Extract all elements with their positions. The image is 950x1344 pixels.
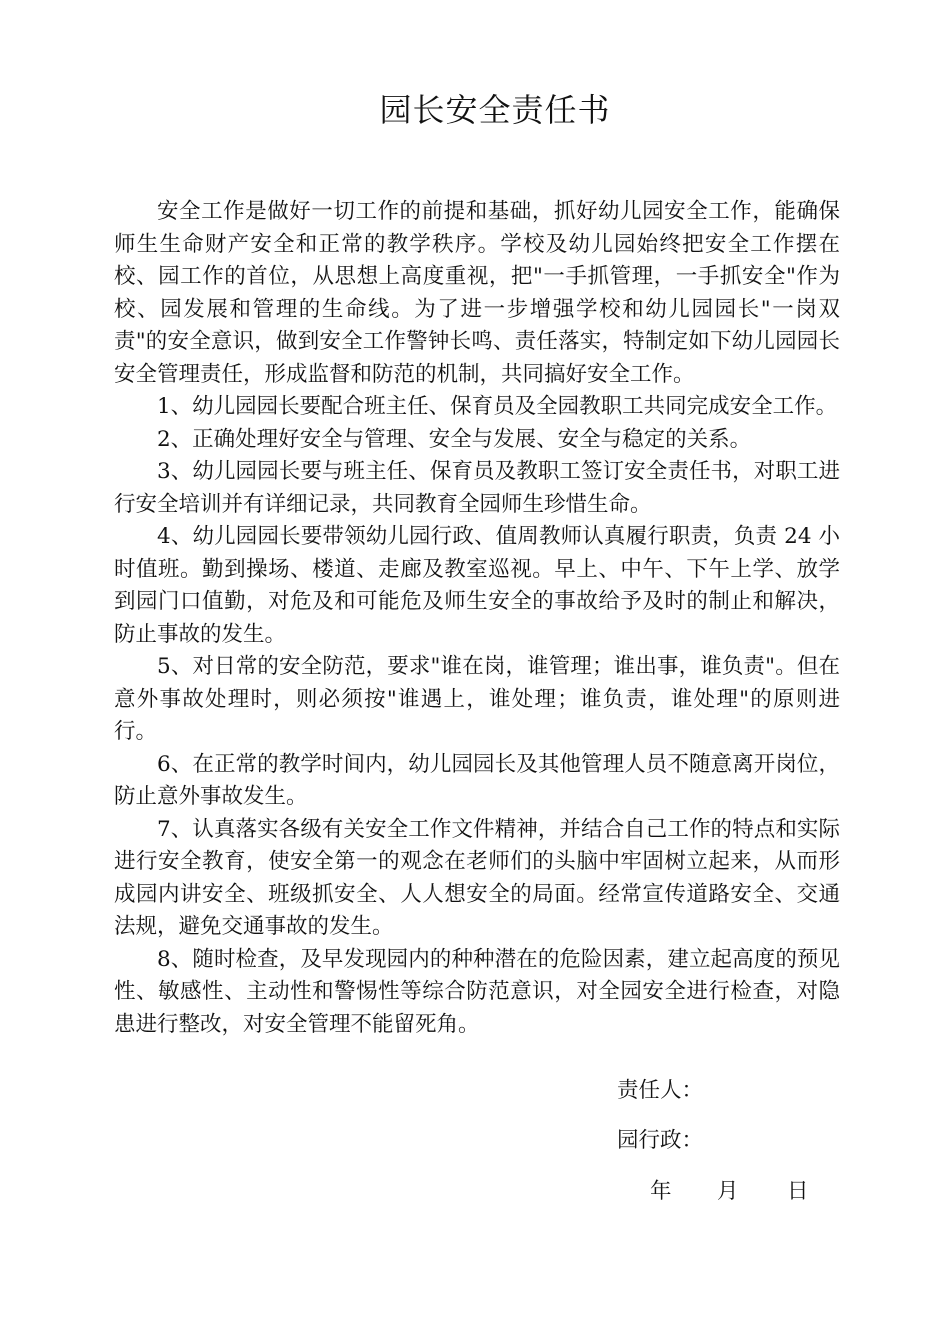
clause-2: 2、正确处理好安全与管理、安全与发展、安全与稳定的关系。 (157, 426, 752, 452)
clause-7: 7、认真落实各级有关安全工作文件精神，并结合自己工作的特点和实际进行安全教育，使安全第一的观念在老师们的头脑中牢固树立起来，从而形成园内讲安全、班级抓安全、人人想安全的局面。经常宣传道路安全、交通法规，避免交通事故的发生。 (114, 816, 840, 939)
clause-3: 3、幼儿园园长要与班主任、保育员及教职工签订安全责任书，对职工进行安全培训并有详细记录，共同教育全园师生珍惜生命。 (114, 459, 840, 517)
document-title: 园长安全责任书 (379, 91, 611, 129)
month-label: 月 (717, 1179, 739, 1204)
year-label: 年 (650, 1179, 672, 1204)
clause-5: 5、对日常的安全防范，要求"谁在岗，谁管理；谁出事，谁负责"。但在意外事故处理时，则必须按"谁遇上，谁处理；谁负责，谁处理"的原则进行。 (114, 654, 840, 744)
clause-8: 8、随时检查，及早发现园内的种种潜在的危险因素，建立起高度的预见性、敏感性、主动性和警惕性等综合防范意识，对全园安全进行检查，对隐患进行整改，对安全管理不能留死角。 (114, 946, 840, 1037)
intro-paragraph: 安全工作是做好一切工作的前提和基础，抓好幼儿园安全工作，能确保师生生命财产安全和正常的教学秩序。学校及幼儿园始终把安全工作摆在校、园工作的首位，从思想上高度重视，把"一手抓管理，一手抓安全"作为校、园发展和管理的生命线。为了进一步增强学校和幼儿园园长"一岗双责"的安全意识，做到安全工作警钟长鸣、责任落实，特制定如下幼儿园园长安全管理责任，形成监督和防范的机制，共同搞好安全工作。 (114, 199, 840, 387)
clause-6: 6、在正常的教学时间内，幼儿园园长及其他管理人员不随意离开岗位，防止意外事故发生。 (114, 751, 840, 809)
day-label: 日 (787, 1179, 809, 1204)
responsible-person-label: 责任人： (617, 1078, 704, 1103)
document-body (114, 196, 840, 1041)
clause-4: 4、幼儿园园长要带领幼儿园行政、值周教师认真履行职责，负责 24 小时值班。勤到操场、楼道、走廊及教室巡视。早上、中午、下午上学、放学到园门口值勤，对危及和可能危及师生安全的事故给予及时的制止和解决，防止事故的发生。 (114, 524, 840, 647)
admin-label: 园行政： (617, 1128, 704, 1153)
clause-1: 1、幼儿园园长要配合班主任、保育员及全园教职工共同完成安全工作。 (157, 394, 838, 419)
date-line (650, 1177, 809, 1207)
